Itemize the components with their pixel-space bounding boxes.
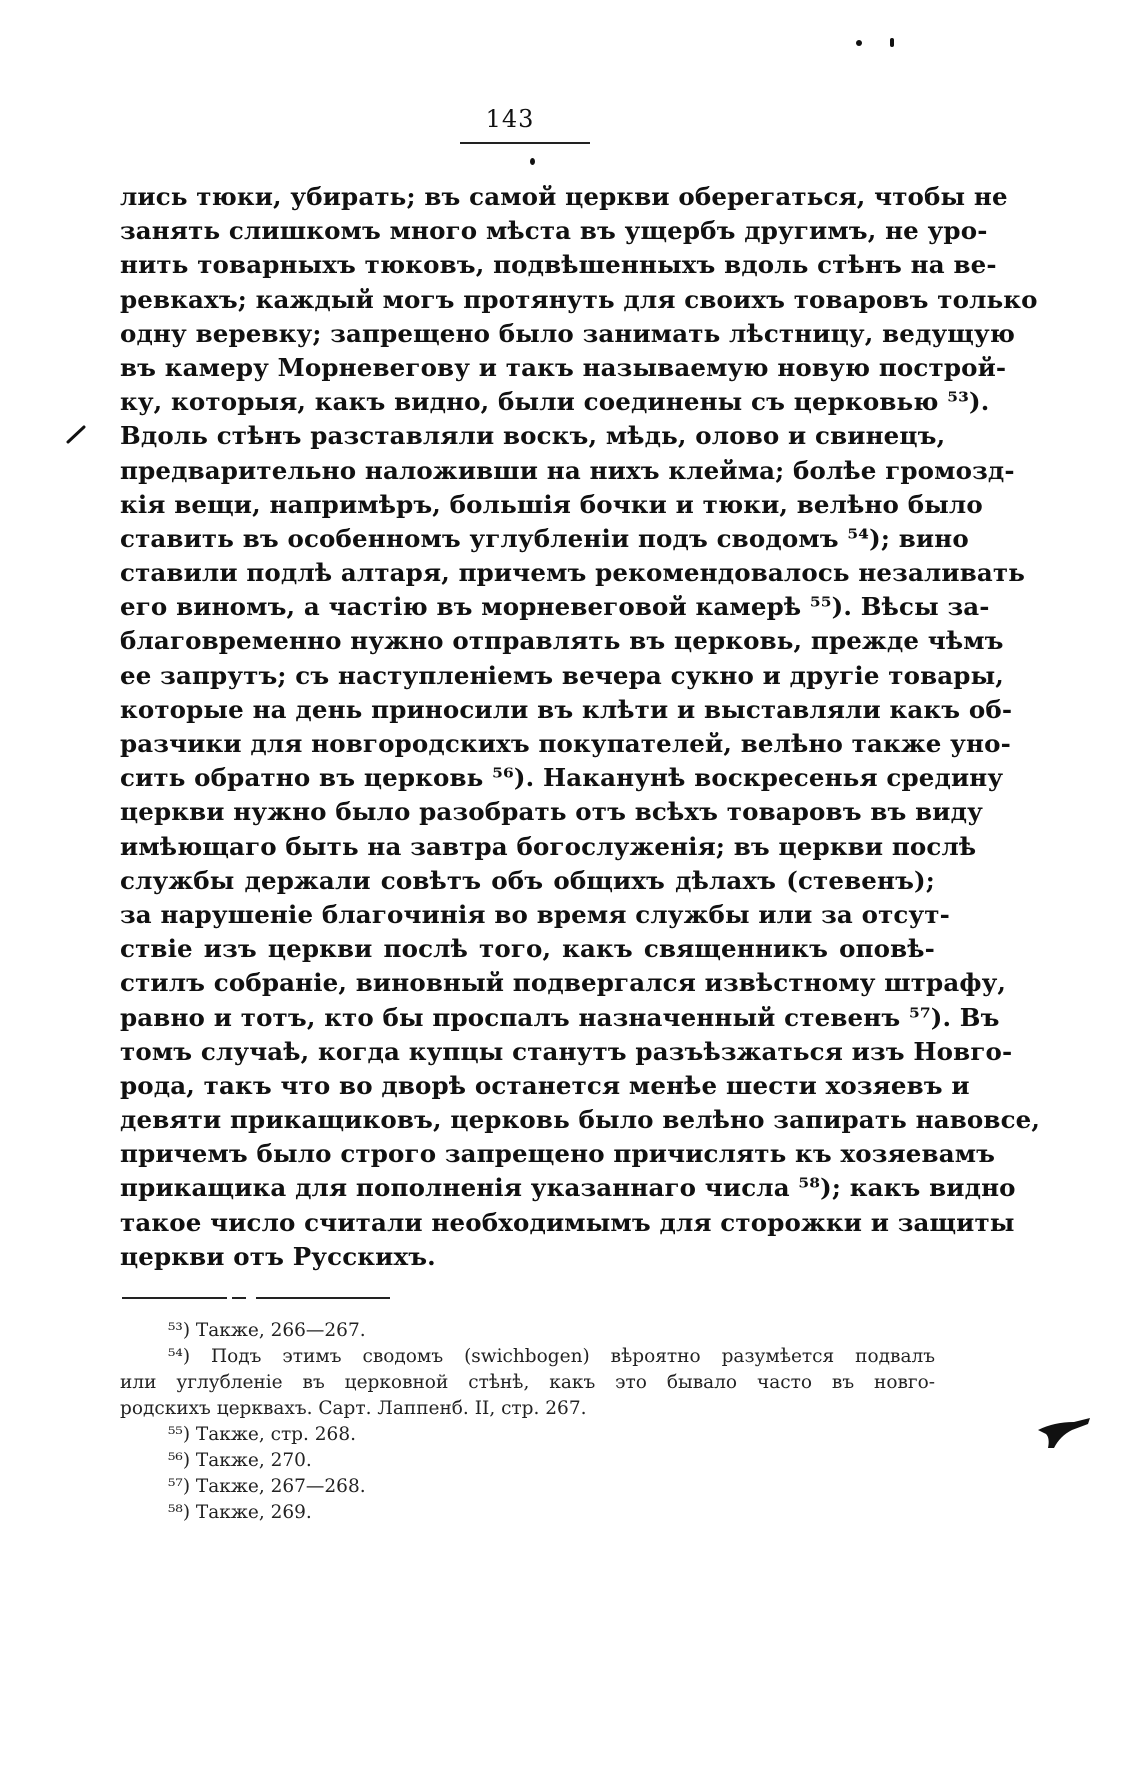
body-line: стилъ собраніе, виновный подвергался извѣстному штрафу, (120, 968, 1007, 998)
body-line: ствіе изъ церкви послѣ того, какъ священникъ оповѣ- (120, 934, 935, 964)
body-line: службы держали совѣтъ объ общихъ дѣлахъ (стевенъ); (120, 865, 935, 895)
margin-tick-mark (66, 424, 88, 444)
footnote-rule-segment-2 (256, 1297, 390, 1299)
body-line: нить товарныхъ тюковъ, подвѣшенныхъ вдоль стѣнъ на ве- (120, 250, 997, 280)
body-line: ставили подлѣ алтаря, причемъ рекомендовалось незаливать (120, 558, 1026, 588)
body-line: въ камеру Морневегову и такъ называемую новую построй- (120, 352, 1007, 382)
body-line: сить обратно въ церковь ⁵⁶). Наканунѣ воскресенья средину (120, 763, 1004, 793)
body-line: предварительно наложивши на нихъ клейма; болѣе громозд- (120, 455, 1015, 485)
body-line: причемъ было строго запрещено причислять къ хозяевамъ (120, 1139, 996, 1169)
body-line: кія вещи, напримѣръ, большія бочки и тюки, велѣно было (120, 489, 983, 519)
body-line: одну веревку; запрещено было занимать лѣстницу, ведущую (120, 318, 1016, 348)
footnote-57: ⁵⁷) Также, 267—268. (168, 1476, 366, 1497)
body-line: церкви нужно было разобрать отъ всѣхъ товаровъ въ виду (120, 797, 983, 827)
body-line: его виномъ, а частію въ морневеговой камерѣ ⁵⁵). Вѣсы за- (120, 592, 990, 622)
body-line: ку, которыя, какъ видно, были соединены съ церковью ⁵³). (120, 387, 990, 417)
body-line: Вдоль стѣнъ разставляли воскъ, мѣдь, олово и свинецъ, (120, 421, 946, 451)
body-line: девяти прикащиковъ, церковь было велѣно запирать навовсе, (120, 1105, 1041, 1135)
body-line: благовременно нужно отправлять въ церковь, прежде чѣмъ (120, 626, 1004, 656)
ink-speck-top-right-2 (890, 38, 894, 47)
footnote-56: ⁵⁶) Также, 270. (168, 1450, 312, 1471)
page-number: 143 (485, 105, 535, 133)
body-line: рода, такъ что во дворѣ останется менѣе шести хозяевъ и (120, 1070, 970, 1100)
body-line: лись тюки, убирать; въ самой церкви оберегаться, чтобы не (120, 182, 1008, 211)
body-line: имѣющаго быть на завтра богослуженія; въ церкви послѣ (120, 831, 977, 861)
ink-speck-top-right (856, 40, 862, 46)
body-line: занять слишкомъ много мѣста въ ущербъ другимъ, не уро- (120, 216, 988, 246)
body-line: которые на день приносили въ клѣти и выставляли какъ об- (120, 694, 1013, 724)
footnote-54-line-1: ⁵⁴) Подъ этимъ сводомъ (swichbogen) вѣроятно разумѣется подвалъ (168, 1346, 935, 1367)
body-line: за нарушеніе благочинія во время службы или за отсут- (120, 899, 950, 929)
footnote-58: ⁵⁸) Также, 269. (168, 1502, 312, 1523)
footnote-53: ⁵³) Также, 266—267. (168, 1320, 366, 1341)
body-text (120, 180, 1041, 1274)
ink-speck-under-header (530, 158, 535, 165)
header-rule (460, 142, 590, 144)
body-line: томъ случаѣ, когда купцы станутъ разъѣзжаться изъ Новго- (120, 1036, 1013, 1066)
body-line: ревкахъ; каждый могъ протянуть для своихъ товаровъ только (120, 284, 1038, 314)
ink-blot-mark (1034, 1408, 1094, 1452)
body-line: равно и тотъ, кто бы проспалъ назначенный стевенъ ⁵⁷). Въ (120, 1002, 1000, 1032)
body-line: разчики для новгородскихъ покупателей, велѣно также уно- (120, 729, 1011, 758)
footnote-rule-segment (232, 1297, 246, 1299)
footnotes (120, 1318, 935, 1526)
body-line: такое число считали необходимымъ для сторожки и защиты (120, 1207, 1015, 1237)
body-line-last: церкви отъ Русскихъ. (120, 1241, 436, 1271)
footnote-54-line-3: родскихъ церквахъ. Сарт. Лаппенб. II, стр. 267. (120, 1398, 587, 1419)
footnote-rule (122, 1297, 227, 1299)
footnote-55: ⁵⁵) Также, стр. 268. (168, 1424, 356, 1445)
footnote-54-line-2: или углубленіе въ церковной стѣнѣ, какъ это бывало часто въ новго- (120, 1372, 935, 1393)
body-line: ставить въ особенномъ углубленіи подъ сводомъ ⁵⁴); вино (120, 523, 969, 553)
body-line: ее запрутъ; съ наступленіемъ вечера сукно и другіе товары, (120, 660, 1004, 690)
body-line: прикащика для пополненія указаннаго числа ⁵⁸); какъ видно (120, 1173, 1016, 1203)
